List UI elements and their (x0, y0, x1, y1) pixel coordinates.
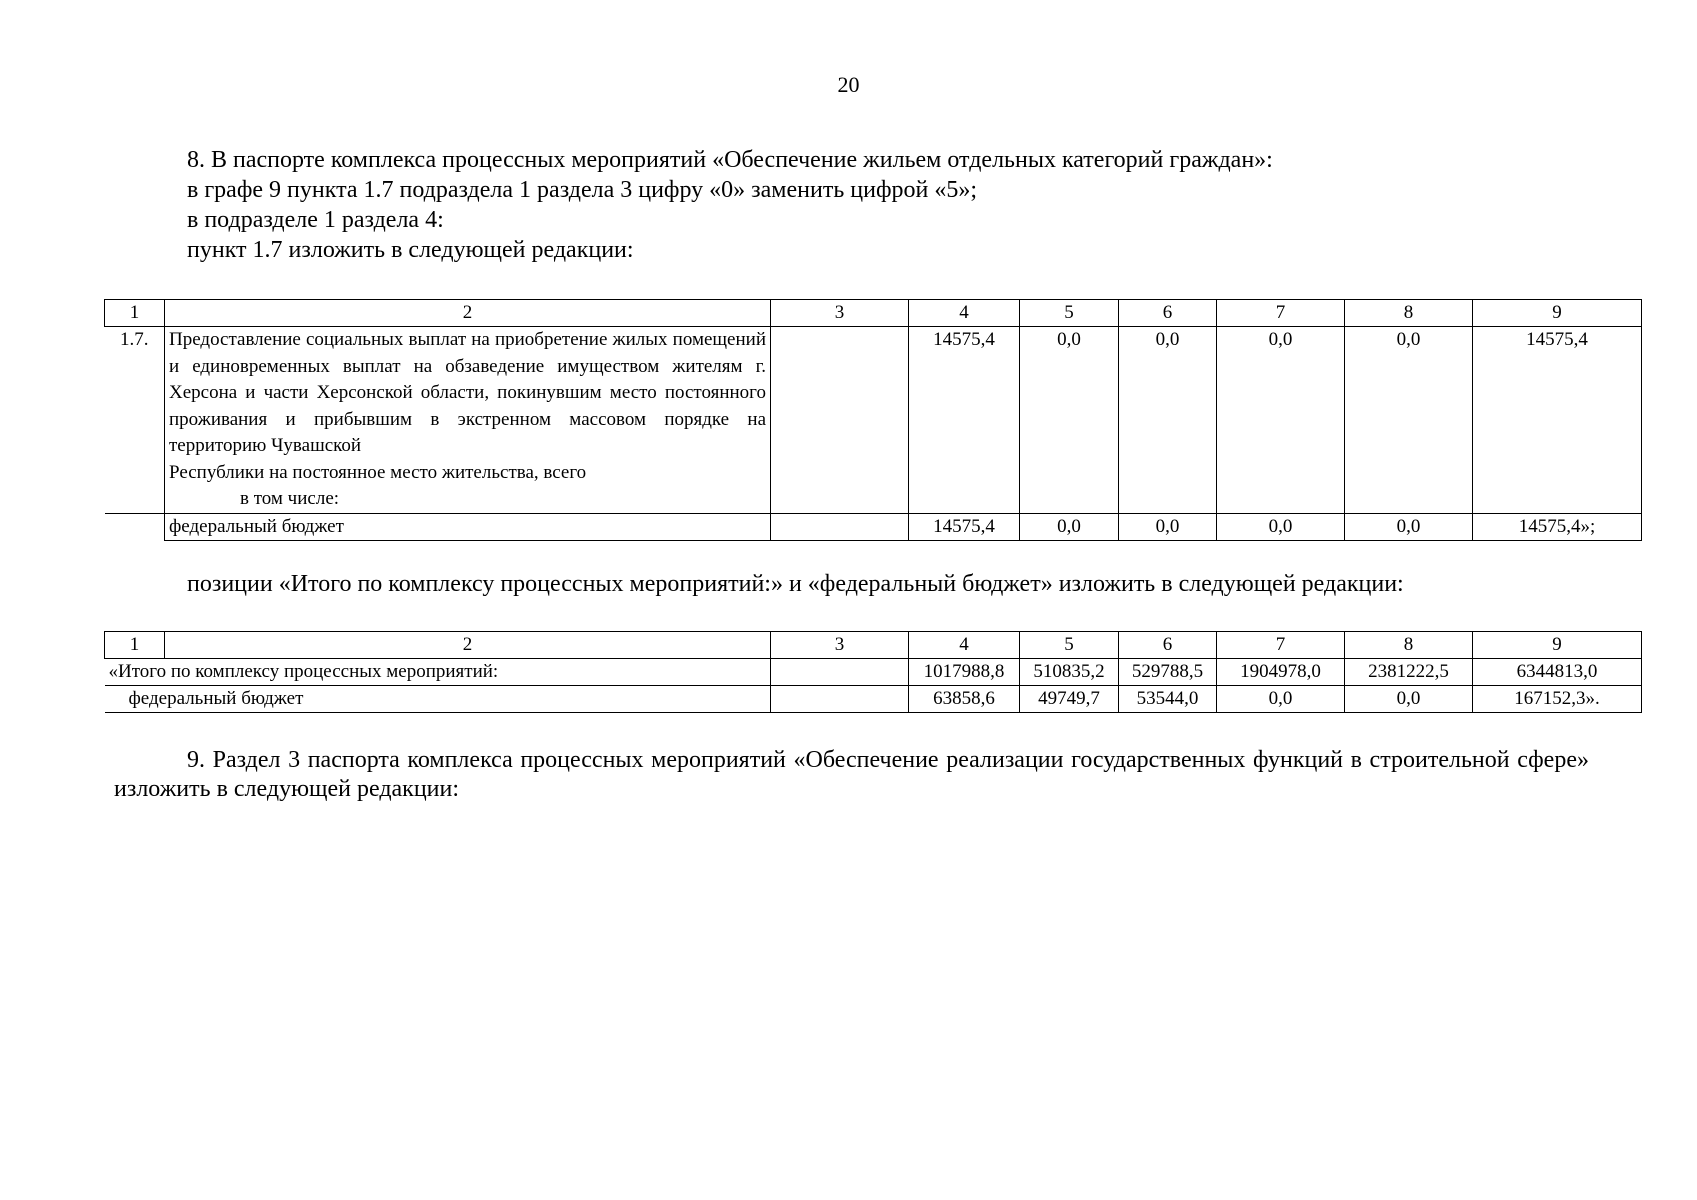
para-9: 9. Раздел 3 паспорта комплекса процессных мероприятий «Обеспечение реализации государственных функций в строительной сфере» изложить в следующей редакции: (114, 747, 1589, 802)
table2-header-cell: 6 (1119, 632, 1217, 659)
table-row (105, 514, 1642, 541)
description-last-line: Республики на постоянное место жительства, всего (169, 461, 587, 483)
table2-header-cell: 7 (1217, 632, 1345, 659)
value-cell: 1017988,8 (909, 659, 1020, 686)
value-cell: 0,0 (1119, 514, 1217, 541)
table1-header-cell: 8 (1345, 300, 1473, 327)
table-row (105, 659, 1642, 686)
value-cell: 167152,3». (1473, 686, 1642, 713)
value-cell: 0,0 (1217, 514, 1345, 541)
value-cell: 529788,5 (1119, 659, 1217, 686)
value-cell: 2381222,5 (1345, 659, 1473, 686)
table1-header-cell: 5 (1020, 300, 1119, 327)
value-cell: 1904978,0 (1217, 659, 1345, 686)
table1-header-row (105, 300, 1642, 327)
value-cell: 510835,2 (1020, 659, 1119, 686)
para-8-line-4: пункт 1.7 изложить в следующей редакции: (187, 237, 634, 263)
value-cell: 14575,4 (1473, 327, 1642, 514)
table1-header-cell: 2 (165, 300, 771, 327)
value-cell: 49749,7 (1020, 686, 1119, 713)
para-8-line-1: 8. В паспорте комплекса процессных мероприятий «Обеспечение жильем отдельных категорий граждан»: (187, 147, 1273, 173)
table1-header-cell: 7 (1217, 300, 1345, 327)
description-main: Предоставление социальных выплат на приобретение жилых помещений и единовременных выплат на обзаведение имуществом жителям г. Херсона и части Херсонской области, покинувшим место постоянного проживания и прибывшим в экстренном массовом порядке на территорию Чувашской (169, 329, 766, 456)
row-label: федеральный бюджет (165, 514, 771, 541)
value-cell: 0,0 (1345, 514, 1473, 541)
table2-header-cell: 8 (1345, 632, 1473, 659)
table2-header-cell: 5 (1020, 632, 1119, 659)
table-row (105, 686, 1642, 713)
table-row (105, 327, 1642, 514)
value-cell: 14575,4»; (1473, 514, 1642, 541)
table2-header-cell: 3 (771, 632, 909, 659)
table1-header-cell: 4 (909, 300, 1020, 327)
row-description (165, 327, 771, 514)
value-cell: 14575,4 (909, 327, 1020, 514)
value-cell: 0,0 (1345, 327, 1473, 514)
para-8-line-2: в графе 9 пункта 1.7 подраздела 1 раздела 3 цифру «0» заменить цифрой «5»; (187, 177, 978, 203)
para-8-line-3: в подразделе 1 раздела 4: (187, 207, 444, 233)
value-cell: 6344813,0 (1473, 659, 1642, 686)
column-3-cell (771, 659, 909, 686)
table1-header-cell: 3 (771, 300, 909, 327)
value-cell: 0,0 (1119, 327, 1217, 514)
federal-budget-label: федеральный бюджет (105, 686, 771, 713)
value-cell: 0,0 (1020, 514, 1119, 541)
column-3-cell (771, 327, 909, 514)
totals-label: «Итого по комплексу процессных мероприятий: (105, 659, 771, 686)
value-cell: 0,0 (1020, 327, 1119, 514)
value-cell: 53544,0 (1119, 686, 1217, 713)
row-number: 1.7. (105, 327, 165, 514)
value-cell: 0,0 (1345, 686, 1473, 713)
table-item-1-7 (104, 299, 1642, 541)
table2-header-cell: 9 (1473, 632, 1642, 659)
value-cell: 0,0 (1217, 327, 1345, 514)
row-number (105, 514, 165, 541)
description-subheading: в том числе: (240, 488, 340, 509)
page-number: 20 (837, 72, 860, 97)
para-positions: позиции «Итого по комплексу процессных мероприятий:» и «федеральный бюджет» изложить в следующей редакции: (187, 571, 1404, 597)
table2-header-row (105, 632, 1642, 659)
table-totals (104, 631, 1642, 713)
value-cell: 14575,4 (909, 514, 1020, 541)
table1-header-cell: 1 (105, 300, 165, 327)
table1-header-cell: 9 (1473, 300, 1642, 327)
value-cell: 0,0 (1217, 686, 1345, 713)
value-cell: 63858,6 (909, 686, 1020, 713)
table1-header-cell: 6 (1119, 300, 1217, 327)
table2-header-cell: 4 (909, 632, 1020, 659)
table2-header-cell: 1 (105, 632, 165, 659)
column-3-cell (771, 686, 909, 713)
column-3-cell (771, 514, 909, 541)
table2-header-cell: 2 (165, 632, 771, 659)
